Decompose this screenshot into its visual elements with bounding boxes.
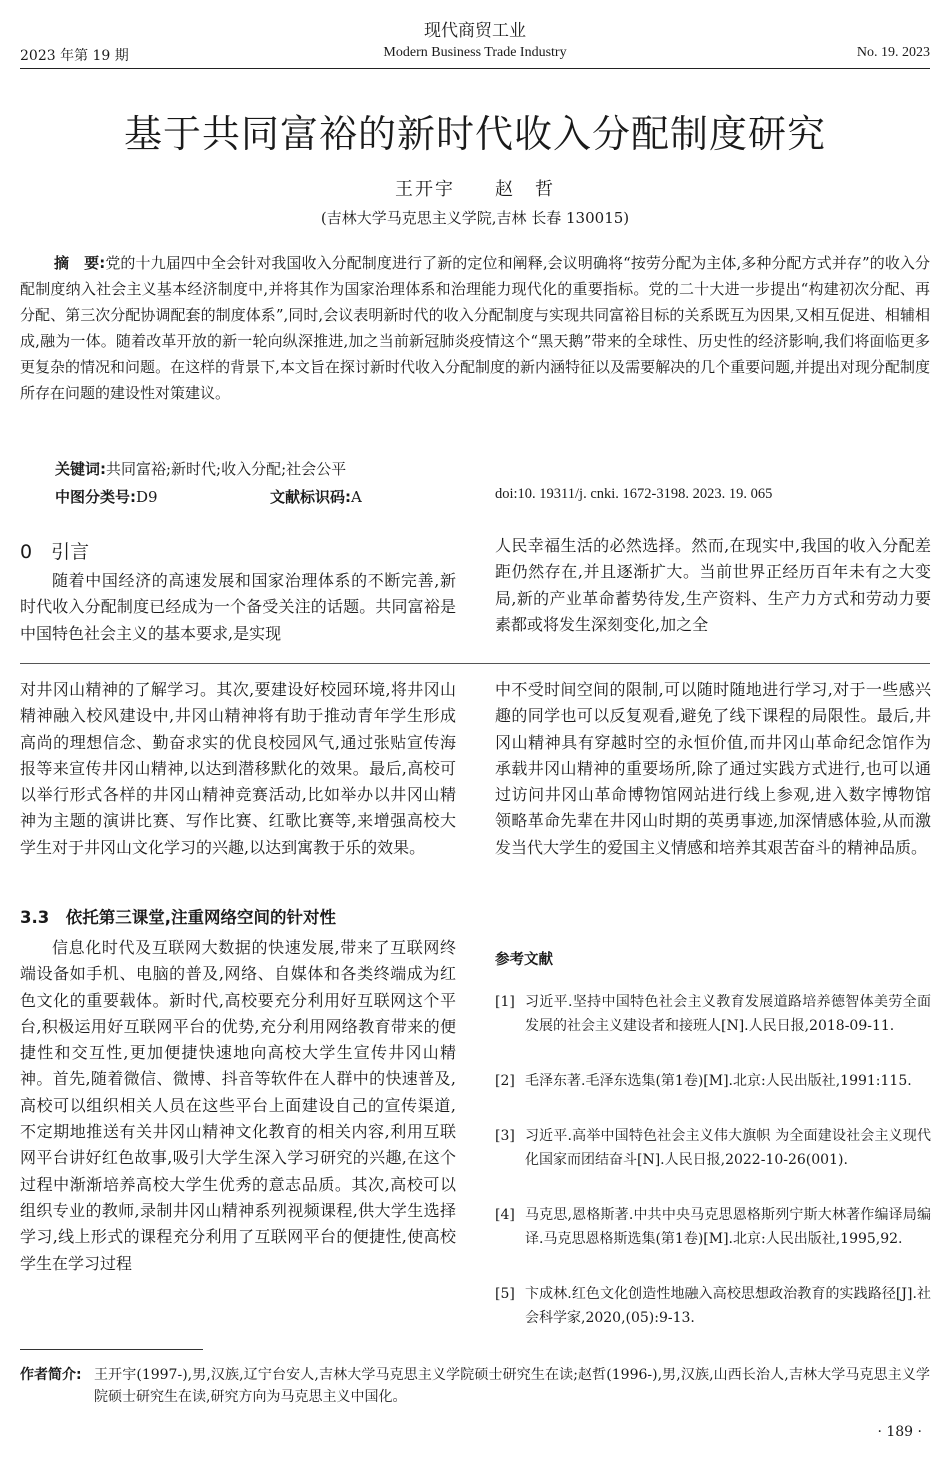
reference-item <box>495 1069 931 1093</box>
keywords <box>55 458 346 479</box>
abstract <box>20 250 930 406</box>
section-divider <box>20 663 930 664</box>
issue-number-cn: 2023 年第 19 期 <box>20 48 129 64</box>
clc-label: 中图分类号: <box>55 488 136 506</box>
body-left-paragraph-2: 信息化时代及互联网大数据的快速发展,带来了互联网终端设备如手机、电脑的普及,网络、自媒体和各类终端成为红色文化的重要载体。新时代,高校要充分利用好互联网这个平台,积极运用好互联网平台的优势,充分利用网络教育带来的便捷性和交互性,更加便捷快速地向高校大学生宣传井冈山精神。首先,随着微信、微博、抖音等软件在人群中的快速普及,高校可以组织相关人员在这些平台上面建设自己的宣传渠道,不定期地推送有关井冈山精神文化教育的相关内容,利用互联网平台讲好红色故事,吸引大学生深入学习研究的兴趣,在这个过程中渐渐培养高校大学生优秀的意志品质。其次,高校可以组织专业的教师,录制井冈山精神系列视频课程,供大学生选择学习,线上形式的课程充分利用了互联网平台的便捷性,使高校学生在学习过程 <box>20 938 456 1273</box>
journal-title-cn: 现代商贸工业 <box>424 21 526 41</box>
author-note-text: 王开宇(1997-),男,汉族,辽宁台安人,吉林大学马克思主义学院硕士研究生在读;赵哲(1996-),男,汉族,山西长治人,吉林大学马克思主义学院硕士研究生在读,研究方向为马克思主义中国化。 <box>94 1367 930 1405</box>
issue-number-en: No. 19. 2023 <box>856 45 930 60</box>
doi: doi:10. 19311/j. cnki. 1672-3198. 2023. 19. 065 <box>495 486 773 502</box>
reference-number: [3] <box>495 1128 515 1144</box>
intro-left-paragraph: 随着中国经济的高速发展和国家治理体系的不断完善,新时代收入分配制度已经成为一个备受关注的话题。共同富裕是中国特色社会主义的基本要求,是实现 <box>20 571 456 643</box>
reference-item <box>495 990 931 1038</box>
reference-text: 马克思,恩格斯著.中共中央马克思恩格斯列宁斯大林著作编译局编译.马克思恩格斯选集(第1卷)[M].北京:人民出版社,1995,92. <box>525 1207 931 1247</box>
clc-value: D9 <box>136 488 158 506</box>
reference-number: [1] <box>495 994 515 1010</box>
doccode-value: A <box>351 488 362 506</box>
reference-text: 卞成林.红色文化创造性地融入高校思想政治教育的实践路径[J].社会科学家,2020,(05):9-13. <box>525 1286 931 1326</box>
header-rule <box>20 68 930 69</box>
keywords-label: 关键词: <box>55 460 106 478</box>
reference-text: 毛泽东著.毛泽东选集(第1卷)[M].北京:人民出版社,1991:115. <box>525 1073 912 1089</box>
keywords-text: 共同富裕;新时代;收入分配;社会公平 <box>106 460 347 478</box>
reference-text: 习近平.坚持中国特色社会主义教育发展道路培养德智体美劳全面发展的社会主义建设者和接班人[N].人民日报,2018-09-11. <box>525 994 931 1034</box>
footnote-rule <box>20 1349 203 1350</box>
author-note-label: 作者简介: <box>20 1367 82 1383</box>
reference-number: [5] <box>495 1286 515 1302</box>
body-left-paragraph-1: 对井冈山精神的了解学习。其次,要建设好校园环境,将井冈山精神融入校风建设中,井冈山精神将有助于推动青年学生形成高尚的理想信念、勤奋求实的优良校园风气,通过张贴宣传海报等来宣传井冈山精神,以达到潜移默化的效果。最后,高校可以举行形式各样的井冈山精神竞赛活动,比如举办以井冈山精神为主题的演讲比赛、写作比赛、红歌比赛等,来增强高校大学生对于井冈山文化学习的兴趣,以达到寓教于乐的效果。 <box>20 680 456 857</box>
reference-text: 习近平.高举中国特色社会主义伟大旗帜 为全面建设社会主义现代化国家而团结奋斗[N].人民日报,2022-10-26(001). <box>525 1128 931 1168</box>
intro-right-paragraph: 人民幸福生活的必然选择。然而,在现实中,我国的收入分配差距仍然存在,并且逐渐扩大。当前世界正经历百年未有之大变局,新的产业革命蓄势待发,生产资料、生产力方式和劳动力要素都或将发生深刻变化,加之全 <box>495 536 931 634</box>
reference-item <box>495 1203 931 1251</box>
doccode-label: 文献标识码: <box>270 488 351 506</box>
article-title: 基于共同富裕的新时代收入分配制度研究 <box>123 112 826 156</box>
subsection-heading: 3.3 依托第三课堂,注重网络空间的针对性 <box>20 908 336 927</box>
document-code <box>270 486 362 507</box>
author-note <box>20 1364 930 1408</box>
abstract-text: 党的十九届四中全会针对我国收入分配制度进行了新的定位和阐释,会议明确将“按劳分配为主体,多种分配方式并存”的收入分配制度纳入社会主义基本经济制度中,并将其作为国家治理体系和治理能力现代化的重要指标。党的二十大进一步提出“构建初次分配、再分配、第三次分配协调配套的制度体系”,同时,会议表明新时代的收入分配制度与实现共同富裕目标的关系既互为因果,又相互促进、相辅相成,融为一体。随着改革开放的新一轮向纵深推进,加之当前新冠肺炎疫情这个“黑天鹅”带来的全球性、历史性的经济影响,我们将面临更多更复杂的情况和问题。在这样的背景下,本文旨在探讨新时代收入分配制度的新内涵特征以及需要解决的几个重要问题,并提出对现分配制度所存在问题的建设性对策建议。 <box>20 254 930 402</box>
body-right-paragraph-1: 中不受时间空间的限制,可以随时随地进行学习,对于一些感兴趣的同学也可以反复观看,避免了线下课程的局限性。最后,井冈山精神具有穿越时空的永恒价值,而井冈山革命纪念馆作为承载井冈山精神的重要场所,除了通过实践方式进行,也可以通过访问井冈山革命博物馆网站进行线上参观,进入数字博物馆领略革命先辈在井冈山时期的英勇事迹,加深情感体验,从而激发当代大学生的爱国主义情感和培养其艰苦奋斗的精神品质。 <box>495 680 931 857</box>
intro-heading: 0 引言 <box>20 541 90 563</box>
article-authors: 王开宇 赵 哲 <box>395 179 555 200</box>
reference-number: [4] <box>495 1207 515 1223</box>
journal-title-en: Modern Business Trade Industry <box>383 45 567 60</box>
clc-number <box>55 486 158 507</box>
abstract-label: 摘 要: <box>54 254 106 272</box>
references-heading: 参考文献 <box>495 952 553 968</box>
author-affiliation: (吉林大学马克思主义学院,吉林 长春 130015) <box>320 209 630 227</box>
page-number: · 189 · <box>877 1424 922 1440</box>
reference-item <box>495 1282 931 1330</box>
reference-item <box>495 1124 931 1172</box>
reference-number: [2] <box>495 1073 515 1089</box>
